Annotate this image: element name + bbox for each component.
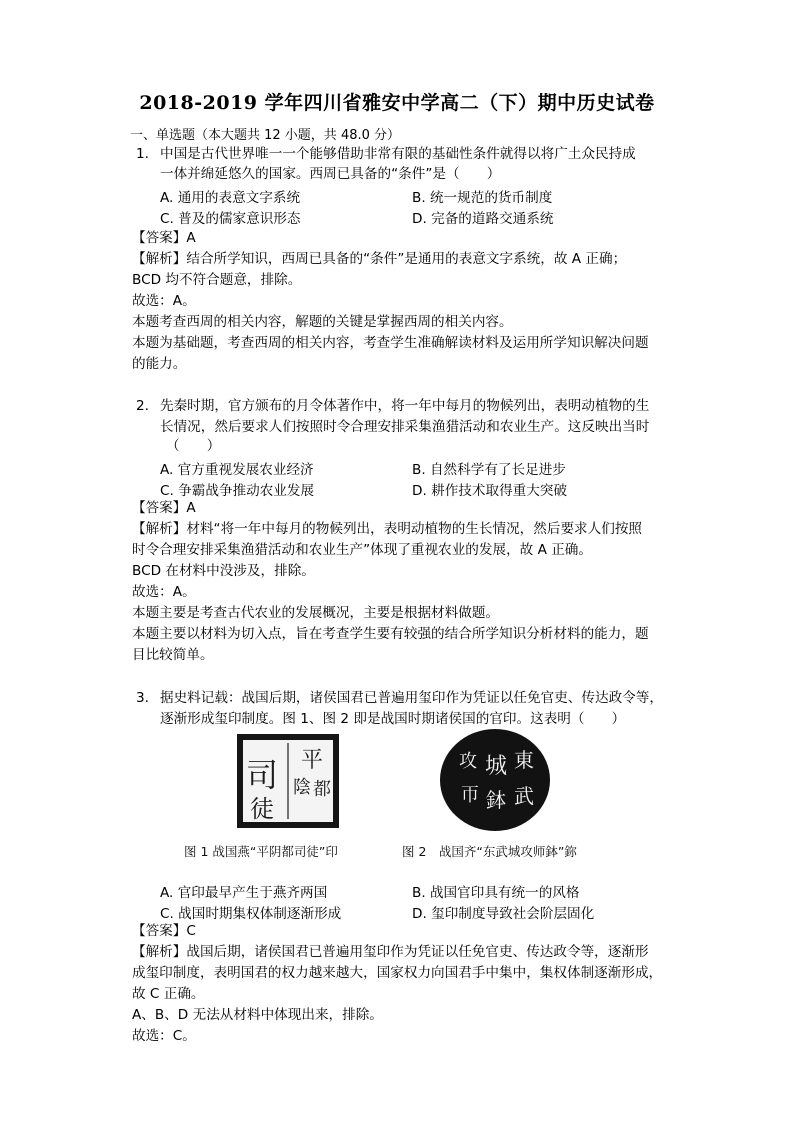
seal-figure-2 [438,727,552,833]
option-d: D. 耕作技术取得重大突破 [412,483,568,499]
analysis-line: 本题考查西周的相关内容，解题的关键是掌握西周的相关内容。 [132,314,513,330]
option-d: D. 完备的道路交通系统 [412,211,554,227]
analysis-line: 【解析】结合所学知识，西周已具备的“条件”是通用的表意文字系统，故 A 正确； [132,251,627,267]
seal-char: 都 [313,779,331,800]
seal-char: 鉢 [486,788,506,812]
analysis-line: 【解析】材料“将一年中每月的物候列出，表明动植物的生长情况，然后要求人们按照 [132,521,643,537]
analysis-line: BCD 在材料中没涉及，排除。 [132,563,315,579]
question-stem-line: 据史料记载：战国后期，诸侯国君已普遍用玺印作为凭证以任免官吏、传达政令等， [160,690,663,706]
seal-char: 帀 [461,785,479,806]
analysis-line: 本题主要是考查古代农业的发展概况，主要是根据材料做题。 [132,605,500,621]
answer: 【答案】A [132,230,196,246]
question-number: 2. [136,398,149,414]
question-stem-line: 先秦时期，官方颁布的月令体著作中，将一年中每月的物候列出，表明动植物的生 [160,398,650,414]
analysis-line: 目比较简单。 [132,647,214,663]
option-c: C. 普及的儒家意识形态 [160,211,301,227]
seal-char: 陰 [293,777,311,798]
round-seal-image [438,727,552,833]
section-header: 一、单选题（本大题共 12 小题，共 48.0 分） [130,128,401,143]
analysis-line: 故选：A。 [132,293,196,309]
option-b: B. 统一规范的货币制度 [412,190,553,206]
question-stem-line: 一体并绵延悠久的国家。西周已具备的“条件”是（ ） [160,166,501,182]
seal-char: 司 [245,756,279,794]
analysis-line: 故选：C。 [132,1028,196,1044]
question-stem-line: 长情况，然后要求人们按照时令合理安排采集渔猎活动和农业生产。这反映出当时 [160,419,650,435]
option-b: B. 自然科学有了长足进步 [412,462,566,478]
analysis-line: BCD 均不符合题意，排除。 [132,272,302,288]
analysis-line: 时令合理安排采集渔猎活动和农业生产”体现了重视农业的发展，故 A 正确。 [132,542,592,558]
question-stem-line: （ ） [166,438,221,454]
question-number: 1. [136,146,149,162]
seal-char: 徒 [250,795,274,823]
seal-char: 城 [484,754,508,779]
option-b: B. 战国官印具有统一的风格 [412,885,580,901]
seal-char: 攻 [459,751,477,772]
figure-1-caption: 图 1 战国燕“平阴都司徒”印 [184,844,338,859]
seal-char: 平 [300,748,324,773]
page-title: 2018-2019 学年四川省雅安中学高二（下）期中历史试卷 [139,92,655,114]
analysis-line: 的能力。 [132,356,187,372]
seal-char: 東 [514,748,534,772]
answer: 【答案】C [132,923,196,939]
question-number: 3. [136,690,149,706]
option-a: A. 通用的表意文字系统 [160,190,301,206]
analysis-line: 【解析】战国后期，诸侯国君已普遍用玺印作为凭证以任免官吏、传达政令等，逐渐形 [132,944,649,960]
analysis-line: 本题主要以材料为切入点，旨在考查学生要有较强的结合所学知识分析材料的能力，题 [132,626,649,642]
answer: 【答案】A [132,500,196,516]
option-d: D. 玺印制度导致社会阶层固化 [412,906,595,922]
option-c: C. 争霸战争推动农业发展 [160,483,315,499]
question-stem-line: 中国是古代世界唯一一个能够借助非常有限的基础性条件就得以将广土众民持成 [160,146,636,162]
figure-2-caption: 图 2 战国齐“东武城攻师鉢”鉨 [402,844,577,859]
analysis-line: A、B、D 无法从材料中体现出来，排除。 [132,1007,383,1023]
seal-figure-1 [236,733,340,829]
question-stem-line: 逐渐形成玺印制度。图 1、图 2 即是战国时期诸侯国的官印。这表明（ ） [160,711,626,727]
option-c: C. 战国时期集权体制逐渐形成 [160,906,342,922]
seal-char: 武 [514,784,534,808]
square-seal-image [236,733,340,829]
analysis-line: 故 C 正确。 [132,986,205,1002]
analysis-line: 本题为基础题，考查西周的相关内容，考查学生准确解读材料及运用所学知识解决问题 [132,335,649,351]
option-a: A. 官方重视发展农业经济 [160,462,314,478]
analysis-line: 故选：A。 [132,584,196,600]
analysis-line: 成玺印制度，表明国君的权力越来越大，国家权力向国君手中集中，集权体制逐渐形成， [132,965,663,981]
option-a: A. 官印最早产生于燕齐两国 [160,885,328,901]
